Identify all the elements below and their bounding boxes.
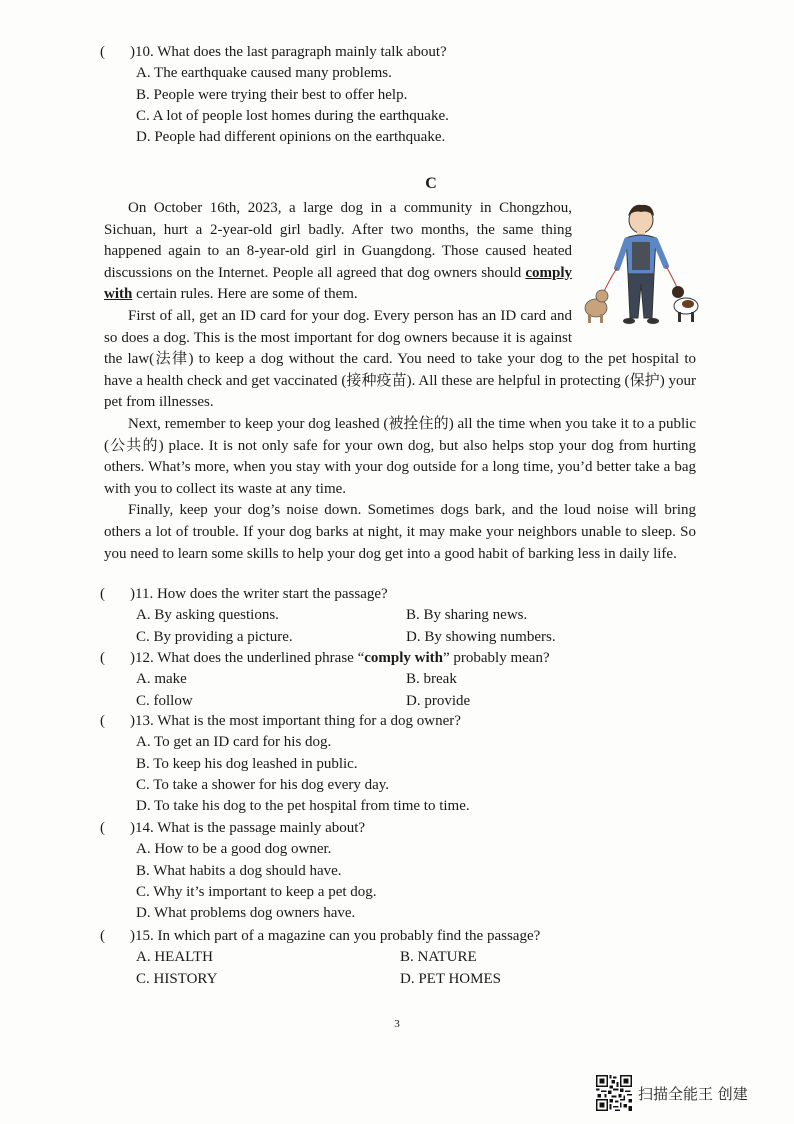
paragraph-1: On October 16th, 2023, a large dog in a community in Chongzhou, Sichuan, hurt a 2-year-old girl badly. After two months, the same thing happened again to an 8-year-old girl in Guangdong. Those caused heated discussions on the Internet. People all agreed that dog owners should comply with certain rules. Here are some of them. — [104, 200, 572, 303]
option-a: A. How to be a good dog owner. — [136, 841, 332, 858]
option-d: D. What problems dog owners have. — [136, 905, 356, 922]
option-c: C. follow — [136, 692, 193, 709]
paragraph-2: First of all, get an ID card for your dog. Every person has an ID card and so does a dog. This is the most important for dog owners because it is against the law(法律) to keep a dog without the card. You need to take your dog to the pet hospital to have a health check and get vaccinated (接种疫苗). All these are helpful in protecting (保护) your pet from illnesses. — [104, 307, 696, 411]
answer-paren: ( — [100, 586, 105, 602]
question-15-stem: ( )15. In which part of a magazine can you probably find the passage? — [100, 926, 664, 947]
answer-paren: ( — [100, 928, 105, 944]
option-c: C. A lot of people lost homes during the earthquake. — [136, 107, 449, 124]
question-11 — [100, 584, 676, 648]
option-a: A. HEALTH — [136, 949, 213, 966]
passage-c — [104, 198, 696, 565]
option-c: C. HISTORY — [136, 970, 218, 987]
option-b: B. People were trying their best to offer help. — [136, 86, 408, 103]
qr-code-icon — [596, 1075, 632, 1111]
option-a: A. To get an ID card for his dog. — [136, 734, 332, 751]
option-b: B. What habits a dog should have. — [136, 862, 342, 879]
option-d: D. provide — [406, 692, 471, 709]
paragraph-4: Finally, keep your dog’s noise down. Sometimes dogs bark, and the loud noise will bring others a lot of trouble. If your dog barks at night, it may make your neighbors unable to sleep. So you need to learn some skills to help your dog get into a good habit of barking less in daily life. — [104, 502, 696, 562]
question-11-options — [136, 605, 676, 648]
option-c: C. By providing a picture. — [136, 628, 293, 645]
question-14-options — [136, 839, 377, 924]
section-heading: C — [425, 175, 437, 192]
option-b: B. break — [406, 671, 457, 688]
answer-paren: ( — [100, 44, 105, 60]
question-10-options — [136, 63, 449, 148]
option-c: C. To take a shower for his dog every day. — [136, 776, 390, 793]
question-15-options — [136, 947, 664, 990]
answer-paren: ( — [100, 650, 105, 666]
boy-walking-dogs-illustration — [582, 200, 700, 328]
scanner-watermark — [596, 1075, 748, 1111]
watermark-text: 扫描全能王 创建 — [638, 1084, 748, 1103]
option-a: A. By asking questions. — [136, 607, 279, 624]
option-a: A. make — [136, 671, 187, 688]
question-12 — [100, 648, 676, 712]
question-14-stem: ( )14. What is the passage mainly about? — [100, 818, 377, 839]
answer-paren: ( — [100, 820, 105, 836]
question-15 — [100, 926, 664, 990]
option-b: B. By sharing news. — [406, 607, 528, 624]
option-d: D. To take his dog to the pet hospital from time to time. — [136, 798, 470, 815]
option-d: D. People had different opinions on the earthquake. — [136, 129, 446, 146]
underlined-phrase: comply with — [104, 264, 572, 303]
question-13-stem: ( )13. What is the most important thing for a dog owner? — [100, 711, 470, 732]
answer-paren: ( — [100, 713, 105, 729]
page-number: 3 — [394, 1018, 400, 1030]
question-11-stem: ( )11. How does the writer start the passage? — [100, 584, 676, 605]
question-13-options — [136, 732, 470, 817]
question-10-stem: ( )10. What does the last paragraph mainly talk about? — [100, 42, 449, 63]
question-12-stem: ( )12. What does the underlined phrase “comply with” probably mean? — [100, 648, 676, 669]
paragraph-3: Next, remember to keep your dog leashed (被拴住的) all the time when you take it to a public (公共的) place. It is not only safe for your own dog, but also helps stop your dog from hurting others. What’s more, when you stay with your dog outside for a long time, you’d better take a bag with you to collect its waste at any time. — [104, 415, 696, 497]
question-12-options — [136, 669, 676, 712]
option-b: B. NATURE — [400, 949, 477, 966]
question-10 — [100, 42, 449, 148]
question-14 — [100, 818, 377, 924]
option-a: A. The earthquake caused many problems. — [136, 65, 392, 82]
option-b: B. To keep his dog leashed in public. — [136, 755, 358, 772]
option-c: C. Why it’s important to keep a pet dog. — [136, 883, 377, 900]
question-13 — [100, 711, 470, 817]
option-d: D. PET HOMES — [400, 970, 501, 987]
option-d: D. By showing numbers. — [406, 628, 556, 645]
